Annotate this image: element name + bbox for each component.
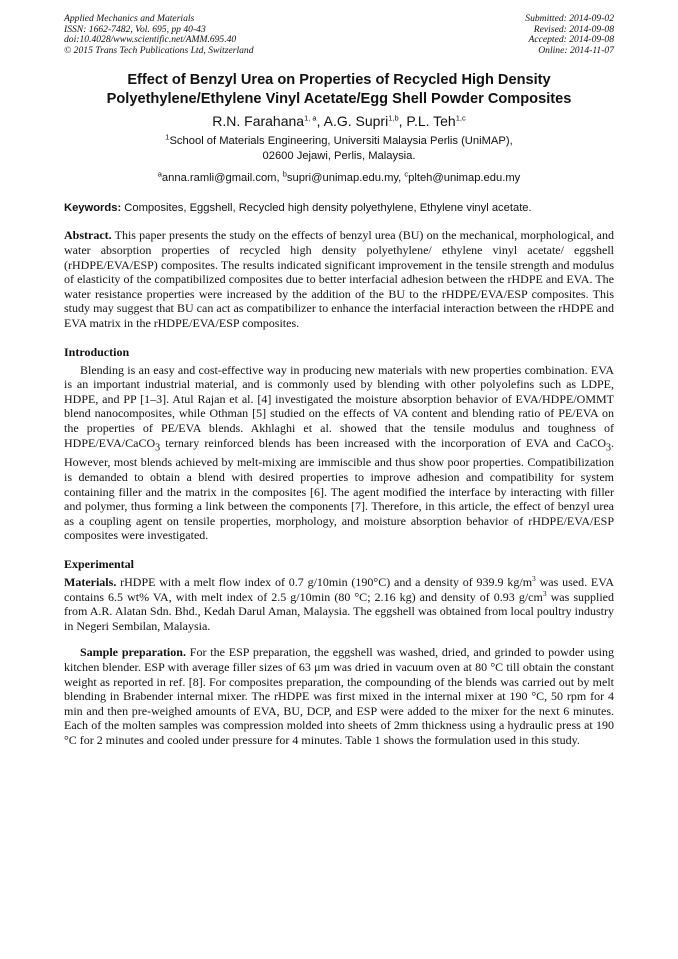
paper-title <box>64 71 614 109</box>
author-3: , P.L. Teh <box>398 113 456 130</box>
affiliation-line-1: School of Materials Engineering, Universiti Malaysia Perlis (UniMAP), <box>169 135 513 148</box>
experimental-heading: Experimental <box>64 557 134 572</box>
affiliation-line-2: 02600 Jejawi, Perlis, Malaysia. <box>262 149 416 162</box>
author-2: , A.G. Supri <box>316 113 389 130</box>
materials-paragraph: Materials. rHDPE with a melt flow index of 0.7 g/10min (190°C) and a density of 939.9 $kg/m^3$ was used. EVA contains 6.5 wt% VA, with melt index of 2.5 g/10min (80 °C; 2.16 kg) and density of 0.93 $g/cm^3$ was supplied from A.R. Alatan Sdn. Bhd., Kedah Darul Aman, Malaysia. The eggshell was obtained from local poultry industry in Negeri Sembilan, Malaysia. <box>64 574 615 633</box>
paper-page <box>64 14 614 748</box>
sample-preparation-paragraph: Sample preparation. For the ESP preparation, the eggshell was washed, dried, and grinded to powder using kitchen blender. ESP with average filler sizes of 63 μm was dried in vacuum oven at 80 °C till obtain the constant weight as reported in ref. [8]. For composites preparation, the compounding of the blends was carried out by melt blending in Brabender internal mixer. The rHDPE was first mixed in the internal mixer at 190 °C, 50 rpm for 4 min and then pre-weighed amounts of EVA, BU, DCP, and ESP were added to the mixer for the next 6 minutes. Each of the molten samples was compression molded into sheets of 2mm thickness using a hydraulic press at 190 °C for 2 minutes and cooled under pressure for 4 minutes. Table 1 shows the formulation used in this study. <box>64 645 614 747</box>
author-list <box>64 112 614 130</box>
affiliation-mark: 1 <box>165 132 170 142</box>
author-2-affil: 1,b <box>388 113 399 123</box>
abstract <box>64 228 614 330</box>
article-dates <box>525 14 614 56</box>
date-revised: Revised: 2014-09-08 <box>533 23 614 35</box>
introduction-paragraph: Blending is an easy and cost-effective way in producing new materials with new properties combination. EVA is an important industrial material, and is commonly used by blending with other polyolefins such as LDPE, HDPE, and PP [1–3]. Atul Rajan et al. [4] investigated the moisture absorption behavior of EVA/HDPE/OMMT blend nanocomposites, while Othman [5] studied on the effects of VA content and blending ratio of PE/EVA on the properties of PE/EVA blends. Akhlaghi et al. showed that the tensile modulus and toughness of HDPE/EVA/CaCO$_3$ ternary reinforced blends has been increased with the incorporation of EVA and CaCO$_3$. However, most blends achieved by melt-mixing are immiscible and thus show poor properties. Compatibilization is demanded to obtain a blend with desired properties to improve adhesion and compatibility for system containing filler and the matrix in the composites [6]. The agent modified the interface by interacting with filler and polymer, thus forming a link between the components [7]. Therefore, in this article, the effect of benzyl urea as a coupling agent on tensile properties, morphology, and moisture absorption behavior of rHDPE/EVA/ESP composites were investigated. <box>64 362 614 543</box>
journal-info <box>64 14 254 56</box>
email-link-2[interactable]: supri@unimap.edu.my, <box>286 172 405 185</box>
email-link-3[interactable]: plteh@unimap.edu.my <box>408 172 521 185</box>
date-submitted: Submitted: 2014-09-02 <box>525 13 614 24</box>
abstract-label: Abstract. <box>64 228 112 243</box>
date-online: Online: 2014-11-07 <box>538 44 614 56</box>
title-line-1: Effect of Benzyl Urea on Properties of Recycled High Density <box>127 72 551 89</box>
title-line-2: Polyethylene/Ethylene Vinyl Acetate/Egg Shell Powder Composites <box>106 91 572 108</box>
author-1: R.N. Farahana <box>212 113 305 130</box>
materials-label: Materials. <box>64 575 117 590</box>
journal-name: Applied Mechanics and Materials <box>64 13 195 24</box>
keywords-text: Composites, Eggshell, Recycled high density polyethylene, Ethylene vinyl acetate. <box>121 202 532 215</box>
author-1-affil: 1, a <box>304 113 317 123</box>
journal-copyright: © 2015 Trans Tech Publications Ltd, Switzerland <box>64 44 254 56</box>
introduction-heading: Introduction <box>64 344 130 359</box>
journal-header <box>64 14 614 56</box>
email-link-1[interactable]: anna.ramli@gmail.com, <box>161 172 283 185</box>
sample-preparation-label: Sample preparation. <box>80 645 186 660</box>
keywords-label: Keywords: <box>64 202 122 215</box>
affiliation <box>64 134 614 163</box>
abstract-text: This paper presents the study on the effects of benzyl urea (BU) on the mechanical, morphological, and water absorption properties of recycled high density polyethylene/ ethylene vinyl acetate/ eggshell (rHDPE/EVA/ESP) composites. The results indicated significant improvement in the tensile strength and modulus of elasticity of the compatibilized composites due to better interfacial adhesion between the rHDPE and EVA. The water resistance properties were increased by the addition of the BU to the rHDPE/EVA/ESP composites. This study may suggest that BU can act as compatibilizer to enhance the interfacial interaction between the rHDPE and EVA matrix in the rHDPE/EVA/ESP composites. <box>64 228 614 330</box>
journal-issn: ISSN: 1662-7482, Vol. 695, pp 40-43 <box>64 23 206 35</box>
date-accepted: Accepted: 2014-09-08 <box>528 34 614 46</box>
author-emails: $^a$anna.ramli@gmail.com, $^b$supri@unimap.edu.my, $^c$plteh@unimap.edu.my <box>157 169 521 185</box>
author-3-affil: 1,c <box>455 113 466 123</box>
journal-doi: doi:10.4028/www.scientific.net/AMM.695.40 <box>64 34 237 46</box>
keywords <box>64 201 614 215</box>
